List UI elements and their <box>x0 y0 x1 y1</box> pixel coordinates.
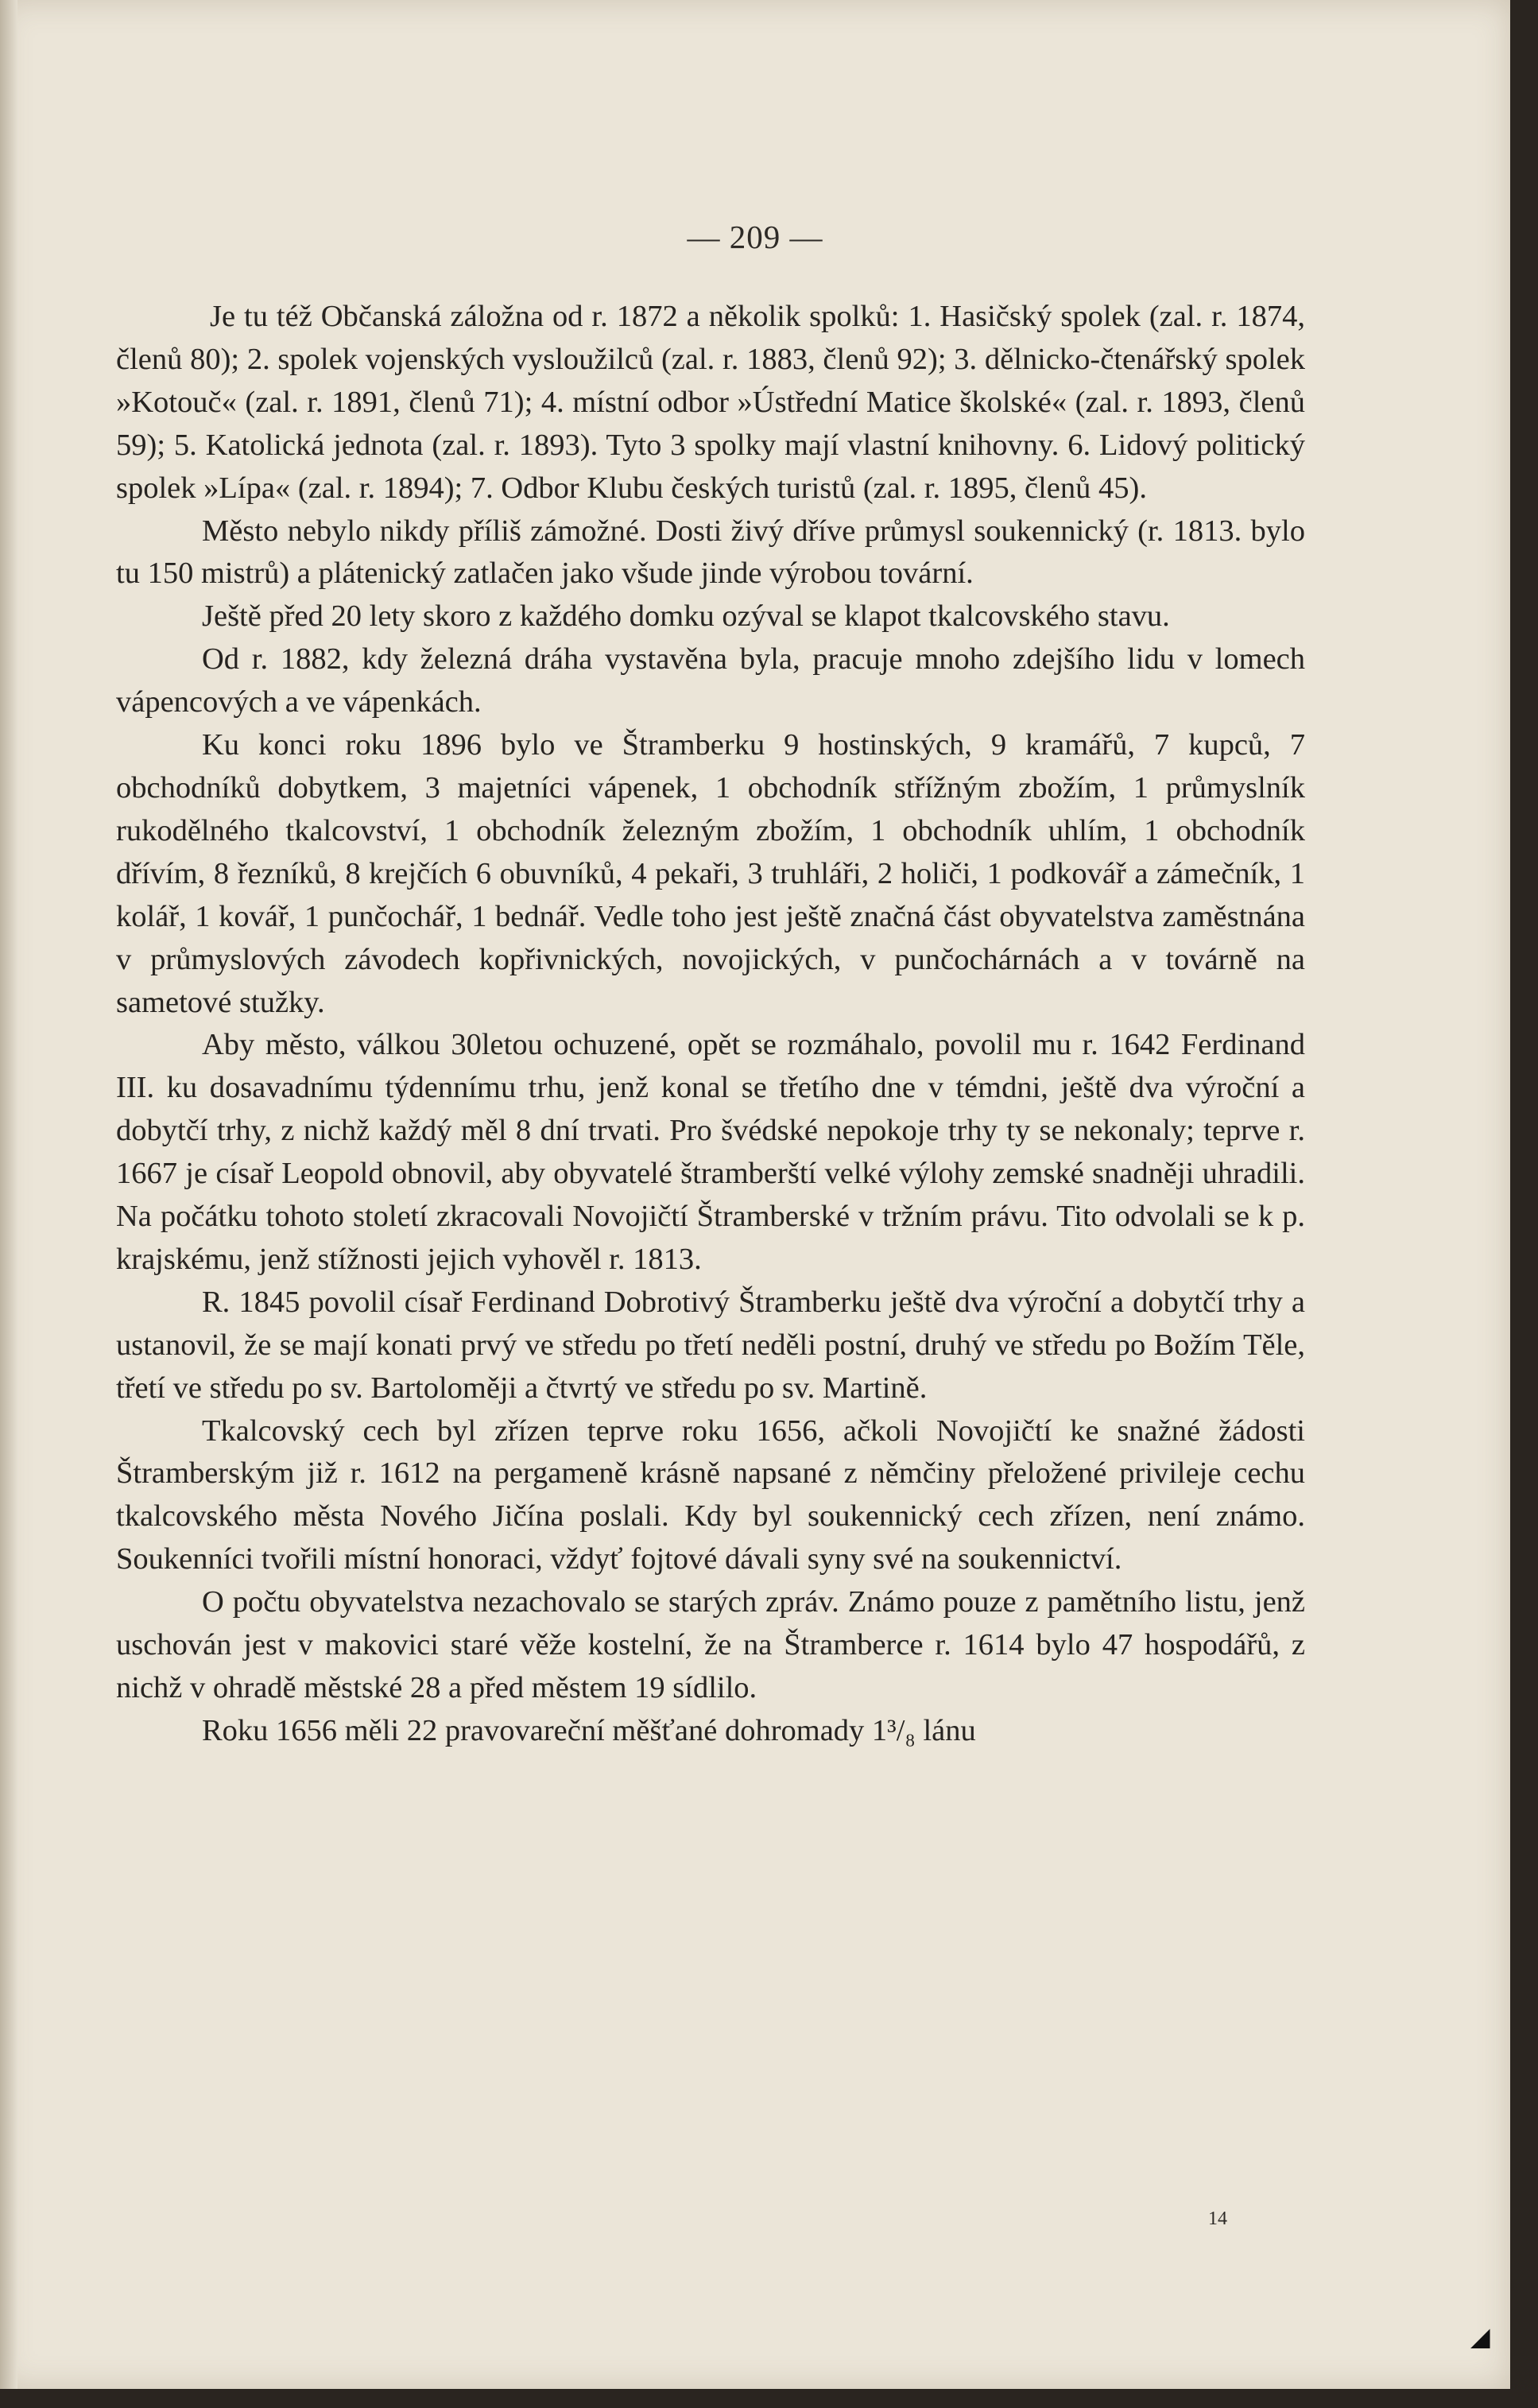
paragraph: Ku konci roku 1896 bylo ve Štramberku 9 hostinských, 9 kramářů, 7 kupců, 7 obchodníků dobytkem, 3 majetníci vápenek, 1 obchodník střížným zbožím, 1 průmyslník rukodělného tkalcovství, 1 obchodník železným zbožím, 1 obchodník uhlím, 1 obchodník dřívím, 8 řezníků, 8 krejčích 6 obuvníků, 4 pekaři, 3 truhláři, 2 holiči, 1 podkovář a zámečník, 1 kolář, 1 kovář, 1 punčochář, 1 bednář. Vedle toho jest ještě značná část obyvatelstva zaměstnána v průmyslových závodech kopřivnických, novojických, v punčochárnách a v továrně na sametové stužky. <box>116 728 1305 1019</box>
paragraph: R. 1845 povolil císař Ferdinand Dobrotivý Štramberku ještě dva výroční a dobytčí trhy a ustanovil, že se mají konati prvý ve středu po třetí neděli postní, druhý ve středu po Božím Těle, třetí ve středu po sv. Bartoloměji a čtvrtý ve středu po sv. Martině. <box>116 1285 1305 1405</box>
paragraph: Tkalcovský cech byl zřízen teprve roku 1656, ačkoli Novojičtí ke snažné žádosti Štramberským již r. 1612 na pergameně krásně napsané z němčiny přeložené privileje cechu tkalcovského města Nového Jičína poslali. Kdy byl soukennický cech zřízen, není známo. Soukenníci tvořili místní honoraci, vždyť fojtové dávali syny své na soukennictví. <box>116 1413 1305 1576</box>
binding-edge <box>0 0 17 2389</box>
page-number: — 209 — <box>687 219 823 255</box>
paragraph: Ještě před 20 lety skoro z každého domku ozýval se klapot tkalcovského stavu. <box>202 599 1170 634</box>
corner-mark-icon: ◢ <box>1470 2322 1490 2351</box>
body-text <box>116 296 1305 1753</box>
signature-mark: 14 <box>1208 2208 1227 2229</box>
paragraph: Město nebylo nikdy příliš zámožné. Dosti živý dříve průmysl soukennický (r. 1813. bylo tu 150 mistrů) a plátenický zatlačen jako všude jinde výrobou tovární. <box>116 514 1305 591</box>
paragraph: Je tu též Občanská záložna od r. 1872 a několik spolků: 1. Hasičský spolek (zal. r. 1874, členů 80); 2. spolek vojenských vysloužilců (zal. r. 1883, členů 92); 3. dělnicko-čtenářský spolek »Kotouč« (zal. r. 1891, členů 71); 4. místní odbor »Ústřední Matice školské« (zal. r. 1893, členů 59); 5. Katolická jednota (zal. r. 1893). Tyto 3 spolky mají vlastní knihovny. 6. Lidový politický spolek »Lípa« (zal. r. 1894); 7. Odbor Klubu českých turistů (zal. r. 1895, členů 45). <box>116 300 1305 505</box>
paragraph: Roku 1656 měli 22 pravovareční měšťané dohromady 1³/₈ lánu <box>202 1713 976 1747</box>
paragraph: Od r. 1882, kdy železná dráha vystavěna byla, pracuje mnoho zdejšího lidu v lomech vápencových a ve vápenkách. <box>116 642 1305 719</box>
paragraph: O počtu obyvatelstva nezachovalo se starých zpráv. Známo pouze z pamětního listu, jenž uschován jest v makovici staré věže kostelní, že na Štramberce r. 1614 bylo 47 hospodářů, z nichž v ohradě městské 28 a před městem 19 sídlilo. <box>116 1585 1305 1704</box>
paragraph: Aby město, válkou 30letou ochuzené, opět se rozmáhalo, povolil mu r. 1642 Ferdinand III. ku dosavadnímu týdennímu trhu, jenž konal se třetího dne v témdni, ještě dva výroční a dobytčí trhy, z nichž každý měl 8 dní trvati. Pro švédské nepokoje trhy ty se nekonaly; teprve r. 1667 je císař Leopold obnovil, aby obyvatelé štramberští velké výlohy zemské snadněji uhradili. Na počátku tohoto století zkracovali Novojičtí Štramberské v tržním právu. Tito odvolali se k p. krajskému, jenž stížnosti jejich vyhověl r. 1813. <box>116 1028 1305 1276</box>
